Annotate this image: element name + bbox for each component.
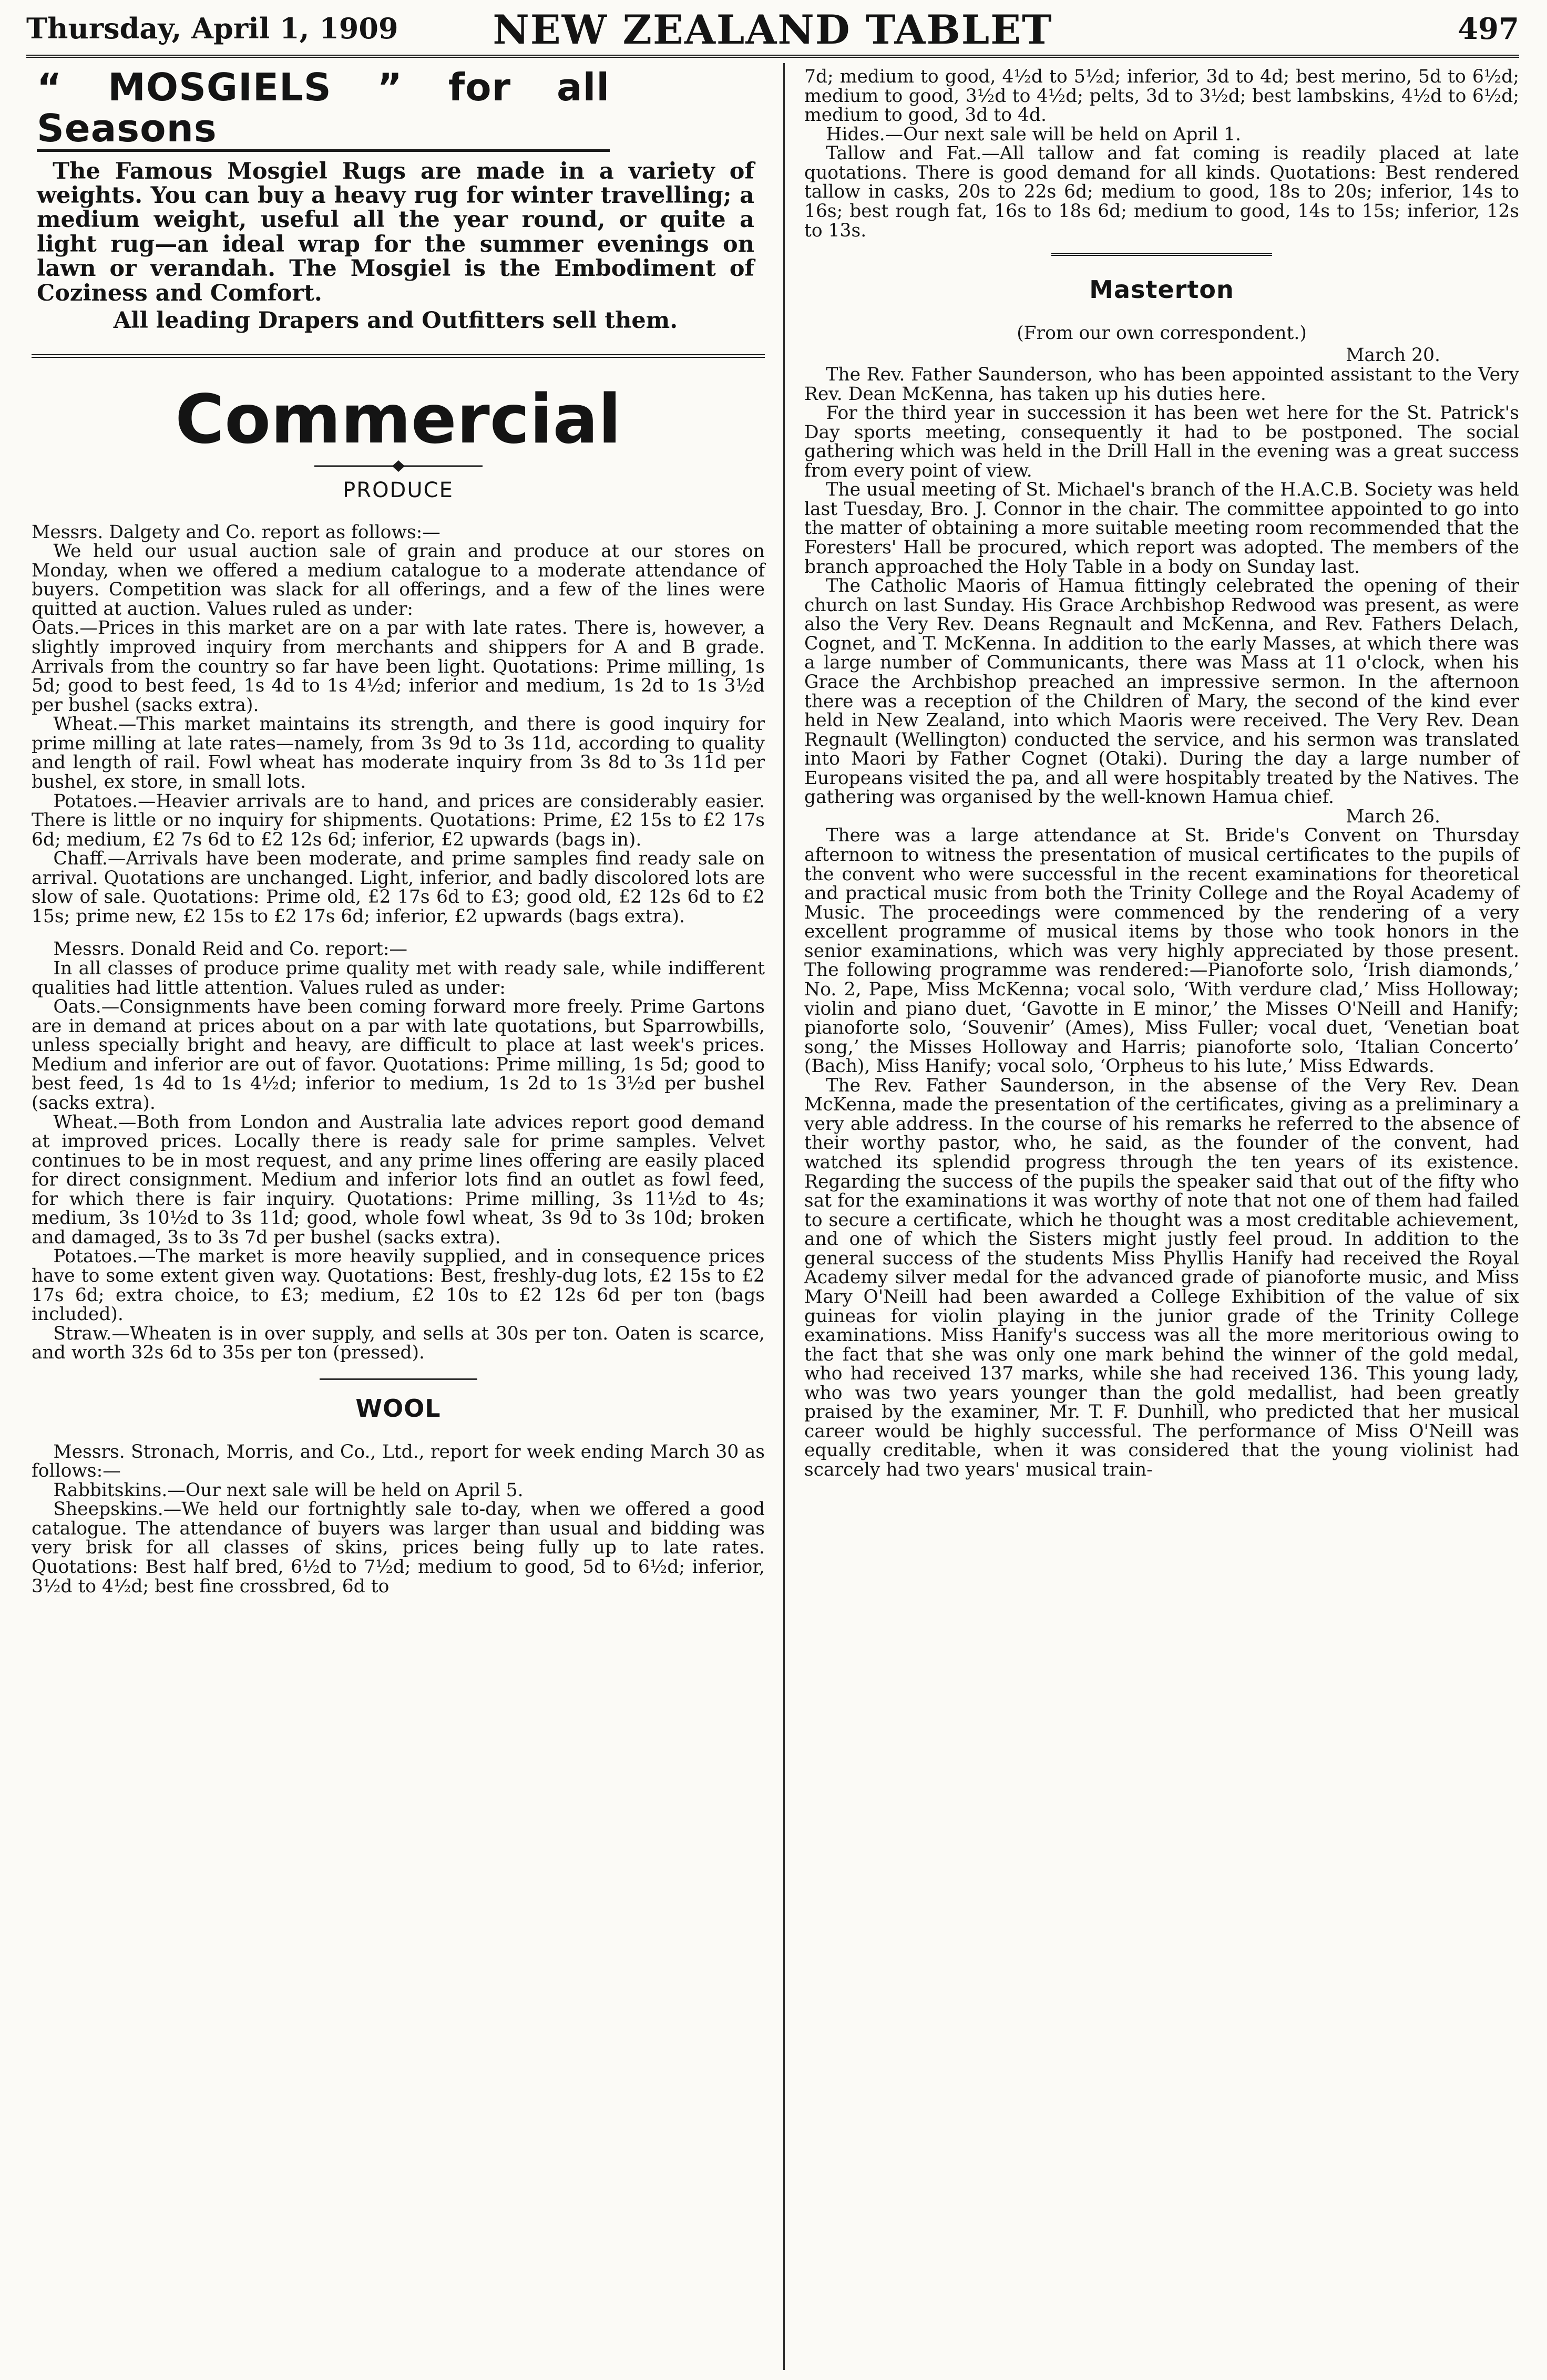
- advert-sellers: All leading Drapers and Outfitters sell them.: [113, 307, 678, 334]
- left-column: [32, 67, 765, 1596]
- produce-heading: PRODUCE: [343, 478, 454, 503]
- masterton-paragraph: The Rev. Father Saunderson, who has been appointed assistant to the Very Rev. Dean McKenna, has taken up his duties here.: [804, 364, 1519, 405]
- wool-intro: Messrs. Stronach, Morris, and Co., Ltd., report for week ending March 30 as follows:—: [32, 1441, 765, 1482]
- masterton-heading: Masterton: [1089, 275, 1234, 304]
- advert-body: The Famous Mosgiel Rugs are made in a variety of weights. You can buy a heavy rug for winter travelling; a medium weight, useful all the year round, or quite a light rug—an ideal wrap for the summer evenings on lawn or verandah. The Mosgiel is the Embodiment of Coziness and Comfort.: [37, 158, 754, 306]
- masterton-paragraph: The Rev. Father Saunderson, in the absense of the Very Rev. Dean McKenna, made the presentation of the certificates, giving as a preliminary a very able address. In the course of his remarks he referred to the absence of their worthy pastor, who, he said, as the founder of the convent, had watched its splendid progress through the ten years of its existence. Regarding the success of the pupils the speaker said that out of the fifty who sat for the examinations it was worthy of note that not one of them had failed to secure a certificate, which he thought was a most creditable achievement, and one of which the Sisters might justly feel proud. In addition to the general success of the students Miss Phyllis Hanify had received the Royal Academy silver medal for the advanced grade of pianoforte music, and Miss Mary O'Neill had been awarded a College Exhibition of the value of six guineas for violin playing in the junior grade of the Trinity College examinations. Miss Hanify's success was all the more meritorious owing to the fact that she was only one mark behind the winner of the gold medal, who had received 137 marks, while she had received 136. This young lady, who was two years younger than the gold medallist, had been greatly praised by the examiner, Mr. T. F. Dunhill, who predicted that her musical career would be highly successful. The performance of Miss O'Neill was equally creditable, when it was considered that the young violinist had scarcely had two years' musical train-: [804, 1075, 1519, 1480]
- masterton-paragraph: For the third year in succession it has been wet here for the St. Patrick's Day sports meeting, consequently it had to be postponed. The social gathering which was held in the Drill Hall in the evening was a great success from every point of view.: [804, 403, 1519, 481]
- correspondent-line: (From our own correspondent.): [1017, 322, 1307, 344]
- masthead: [26, 4, 1519, 58]
- newspaper-title: NEW ZEALAND TABLET: [493, 6, 1053, 53]
- section-rule: [1051, 253, 1272, 256]
- dalgety-oats: Oats.—Prices in this market are on a par with late rates. There is, however, a slightly improved inquiry from merchants and shippers for A and B grade. Arrivals from the country so far have been light. Quotations: Prime milling, 1s 5d; good to best feed, 1s 4d to 1s 4½d; inferior and medium, 1s 2d to 1s 3½d per bushel (sacks extra).: [32, 617, 765, 716]
- dateline-march-20: March 20.: [1346, 345, 1440, 366]
- wool-sheepskins: Sheepskins.—We held our fortnightly sale to-day, when we offered a good catalogue. The attendance of buyers was larger than usual and bidding was very brisk for all classes of skins, prices being fully up to late rates. Quotations: Best half bred, 6½d to 7½d; medium to good, 5d to 6½d; inferior, 3½d to 4½d; best fine crossbred, 6d to: [32, 1499, 765, 1597]
- reid-wheat: Wheat.—Both from London and Australia late advices report good demand at improved prices. Locally there is ready sale for prime samples. Velvet continues to be in most request, and any prime lines offering are easily placed for direct consignment. Medium and inferior lots find an outlet as fowl feed, for which there is fair inquiry. Quotations: Prime milling, 3s 11½d to 4s; medium, 3s 10½d to 3s 11d; good, whole fowl wheat, 3s 9d to 3s 10d; broken and damaged, 3s to 3s 7d per bushel (sacks extra).: [32, 1111, 765, 1248]
- reid-oats: Oats.—Consignments have been coming forward more freely. Prime Gartons are in demand at prices about on a par with late quotations, but Sparrowbills, unless specially bright and heavy, are difficult to place at last week's prices. Medium and inferior are out of favor. Quotations: Prime milling, 1s 5d; good to best feed, 1s 4d to 1s 4½d; inferior to medium, 1s 2d to 1s 3½d per bushel (sacks extra).: [32, 996, 765, 1114]
- wool-tallow: Tallow and Fat.—All tallow and fat coming is readily placed at late quotations. There is good demand for all kinds. Quotations: Best rendered tallow in casks, 20s to 22s 6d; medium to good, 18s to 20s; inferior, 14s to 16s; best rough fat, 16s to 18s 6d; medium to good, 14s to 15s; inferior, 12s to 13s.: [804, 143, 1519, 241]
- dalgety-chaff: Chaff.—Arrivals have been moderate, and prime samples find ready sale on arrival. Quotations are unchanged. Light, inferior, and badly discolored lots are slow of sale. Quotations: Prime old, £2 17s 6d to £3; good old, £2 12s 6d to £2 15s; prime new, £2 15s to £2 17s 6d; inferior, £2 upwards (bags extra).: [32, 848, 765, 927]
- dalgety-paragraph: We held our usual auction sale of grain and produce at our stores on Monday, when we offered a medium catalogue to a moderate attendance of buyers. Competition was slack for all offerings, and a few of the lines were quitted at auction. Values ruled as under:: [32, 541, 765, 620]
- wool-rabbitskins: Rabbitskins.—Our next sale will be held on April 5.: [53, 1479, 524, 1501]
- column-divider: [783, 63, 785, 2370]
- wool-heading: WOOL: [355, 1394, 441, 1423]
- advert-title: “ MOSGIELS ” for all Seasons: [37, 67, 610, 152]
- dateline-march-26: March 26.: [1346, 806, 1440, 827]
- masterton-paragraph: The usual meeting of St. Michael's branch of the H.A.C.B. Society was held last Tuesday, Bro. J. Connor in the chair. The committee appointed to go into the matter of obtaining a more suitable meeting room recommended that the Foresters' Hall be procured, which report was adopted. The members of the branch approached the Holy Table in a body on Sunday last.: [804, 479, 1519, 578]
- spacer: [32, 926, 765, 940]
- masterton-paragraph: The Catholic Maoris of Hamua fittingly celebrated the opening of their church on last Sunday. His Grace Archbishop Redwood was present, as were also the Very Rev. Deans Regnault and McKenna, and Rev. Fathers Delach, Cognet, and T. McKenna. In addition to the early Masses, at which there was a large number of Communicants, there was Mass at 11 o'clock, when his Grace the Archbishop preached an impressive sermon. In the afternoon there was a reception of the Children of Mary, the second of the kind ever held in New Zealand, into which Maoris were received. The Very Rev. Dean Regnault (Wellington) conducted the service, and his sermon was translated into Maori by Father Cognet (Otaki). During the day a large number of Europeans visited the pa, and all were hospitably treated by the Natives. The gathering was organised by the well-known Hamua chief.: [804, 575, 1519, 808]
- dalgety-wheat: Wheat.—This market maintains its strength, and there is good inquiry for prime milling at late rates—namely, from 3s 9d to 3s 11d, according to quality and length of rail. Fowl wheat has moderate inquiry from 3s 8d to 3s 11d per bushel, ex store, in small lots.: [32, 714, 765, 792]
- reid-paragraph: In all classes of produce prime quality met with ready sale, while indifferent qualities had little attention. Values ruled as under:: [32, 958, 765, 998]
- right-column: [804, 67, 1519, 1480]
- wool-continued: 7d; medium to good, 4½d to 5½d; inferior, 3d to 4d; best merino, 5d to 6½d; medium to good, 3½d to 4½d; pelts, 3d to 3½d; best lambskins, 4½d to 6½d; medium to good, 3d to 4d.: [804, 66, 1519, 126]
- advert-rule: [32, 354, 765, 358]
- dalgety-intro: Messrs. Dalgety and Co. report as follows:—: [32, 521, 440, 543]
- section-rule: [320, 1378, 477, 1380]
- wool-hides: Hides.—Our next sale will be held on April 1.: [826, 123, 1241, 145]
- mosgiel-advertisement: [32, 67, 765, 338]
- page-number: 497: [1458, 12, 1519, 46]
- reid-intro: Messrs. Donald Reid and Co. report:—: [53, 939, 408, 960]
- reid-potatoes: Potatoes.—The market is more heavily supplied, and in consequence prices have to some extent given way. Quotations: Best, freshly-dug lots, £2 15s to £2 17s 6d; extra choice, to £3; medium, £2 10s to £2 12s 6d per ton (bags included).: [32, 1246, 765, 1325]
- masterton-paragraph: There was a large attendance at St. Bride's Convent on Thursday afternoon to witness the presentation of musical certificates to the pupils of the convent who were successful in the recent examinations for theoretical and practical music from both the Trinity College and the Royal Academy of Music. The proceedings were commenced by the rendering of a very excellent programme of musical items by those who took honors in the senior examinations, which was very highly appreciated by those present. The following programme was rendered:—Pianoforte solo, ‘Irish diamonds,’ No. 2, Pape, Miss McKenna; vocal solo, ‘With verdure clad,’ Miss Holloway; violin and piano duet, ‘Gavotte in E minor,’ the Misses O'Neill and Hanify; pianoforte solo, ‘Souvenir’ (Ames), Miss Fuller; vocal duet, ‘Venetian boat song,’ the Misses Holloway and Harris; pianoforte solo, ‘Italian Concerto’ (Bach), Miss Hanify; vocal solo, ‘Orpheus to his lute,’ Miss Edwards.: [804, 825, 1519, 1077]
- dalgety-potatoes: Potatoes.—Heavier arrivals are to hand, and prices are considerably easier. There is little or no inquiry for shipments. Quotations: Prime, £2 15s to £2 17s 6d; medium, £2 7s 6d to £2 12s 6d; inferior, £2 upwards (bags in).: [32, 790, 765, 850]
- issue-date: Thursday, April 1, 1909: [26, 12, 398, 45]
- section-title-commercial: Commercial: [175, 380, 621, 459]
- diamond-ornament-icon: [314, 460, 483, 472]
- reid-straw: Straw.—Wheaten is in over supply, and sells at 30s per ton. Oaten is scarce, and worth 32s 6d to 35s per ton (pressed).: [32, 1323, 765, 1364]
